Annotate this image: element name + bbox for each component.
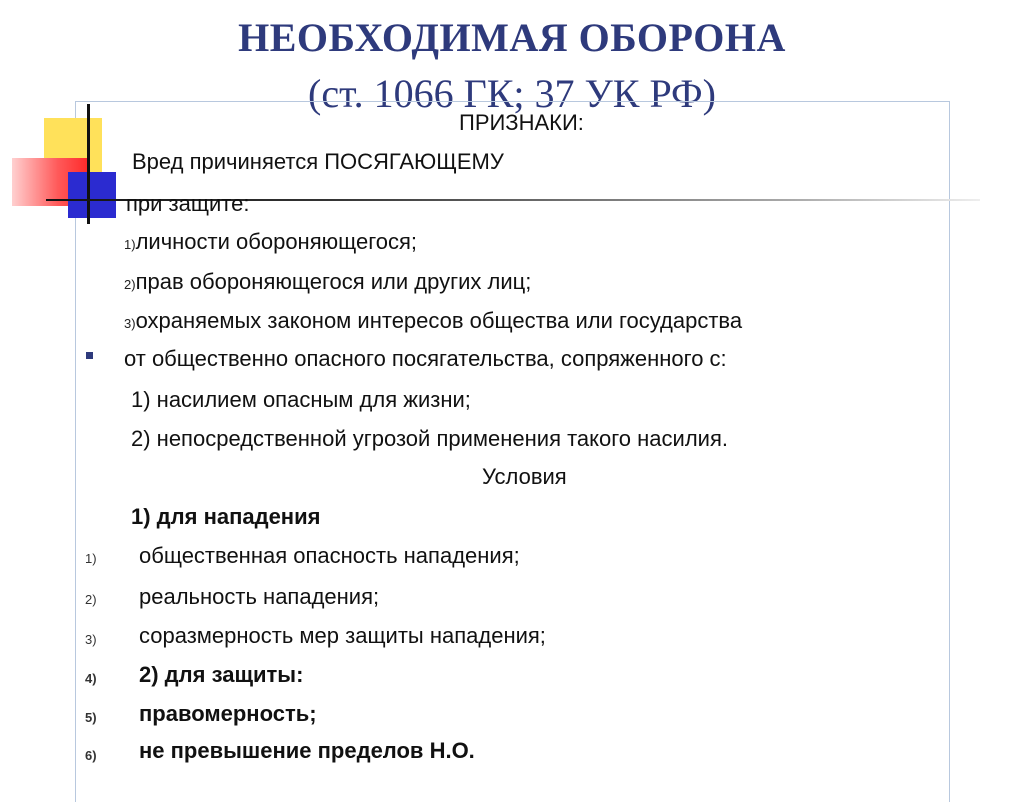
condition-item: не превышение пределов Н.О. xyxy=(139,738,475,763)
condition-item: правомерность; xyxy=(139,701,317,726)
item-number: 2) xyxy=(124,277,136,292)
priznaki-heading: ПРИЗНАКИ: xyxy=(459,110,584,135)
protect-line: при защите: xyxy=(126,191,250,216)
item-text: личности обороняющегося; xyxy=(135,229,418,254)
condition-item: соразмерность мер защиты нападения; xyxy=(139,623,546,648)
bullet-line: от общественно опасного посягательства, сопряженного с: xyxy=(124,346,727,371)
slide-title: НЕОБХОДИМАЯ ОБОРОНА xyxy=(238,15,786,60)
item-number: 1) xyxy=(124,237,136,252)
protect-item xyxy=(124,229,417,255)
attack-heading: 1) для нападения xyxy=(131,504,321,529)
item-text: охраняемых законом интересов общества или государства xyxy=(135,308,743,333)
list-number: 1) xyxy=(85,551,97,566)
deco-vertical-line xyxy=(87,104,90,224)
condition-item: 2) для защиты: xyxy=(139,662,304,687)
item-text: прав обороняющегося или других лиц; xyxy=(135,269,532,294)
sub-item: 2) непосредственной угрозой применения такого насилия. xyxy=(131,426,728,451)
usloviya-heading: Условия xyxy=(482,464,567,489)
list-number: 5) xyxy=(85,710,97,725)
square-bullet xyxy=(86,352,93,359)
slide-subtitle: (ст. 1066 ГК; 37 УК РФ) xyxy=(308,71,716,116)
protect-item xyxy=(124,269,531,295)
list-number: 2) xyxy=(85,592,97,607)
list-number: 4) xyxy=(85,671,97,686)
condition-item: общественная опасность нападения; xyxy=(139,543,520,568)
sub-item: 1) насилием опасным для жизни; xyxy=(131,387,471,412)
deco-blue-square xyxy=(68,172,116,218)
list-number: 6) xyxy=(85,748,97,763)
condition-item: реальность нападения; xyxy=(139,584,380,609)
list-number: 3) xyxy=(85,632,97,647)
harm-line: Вред причиняется ПОСЯГАЮЩЕМУ xyxy=(132,149,504,174)
item-number: 3) xyxy=(124,316,136,331)
protect-item xyxy=(124,308,742,334)
